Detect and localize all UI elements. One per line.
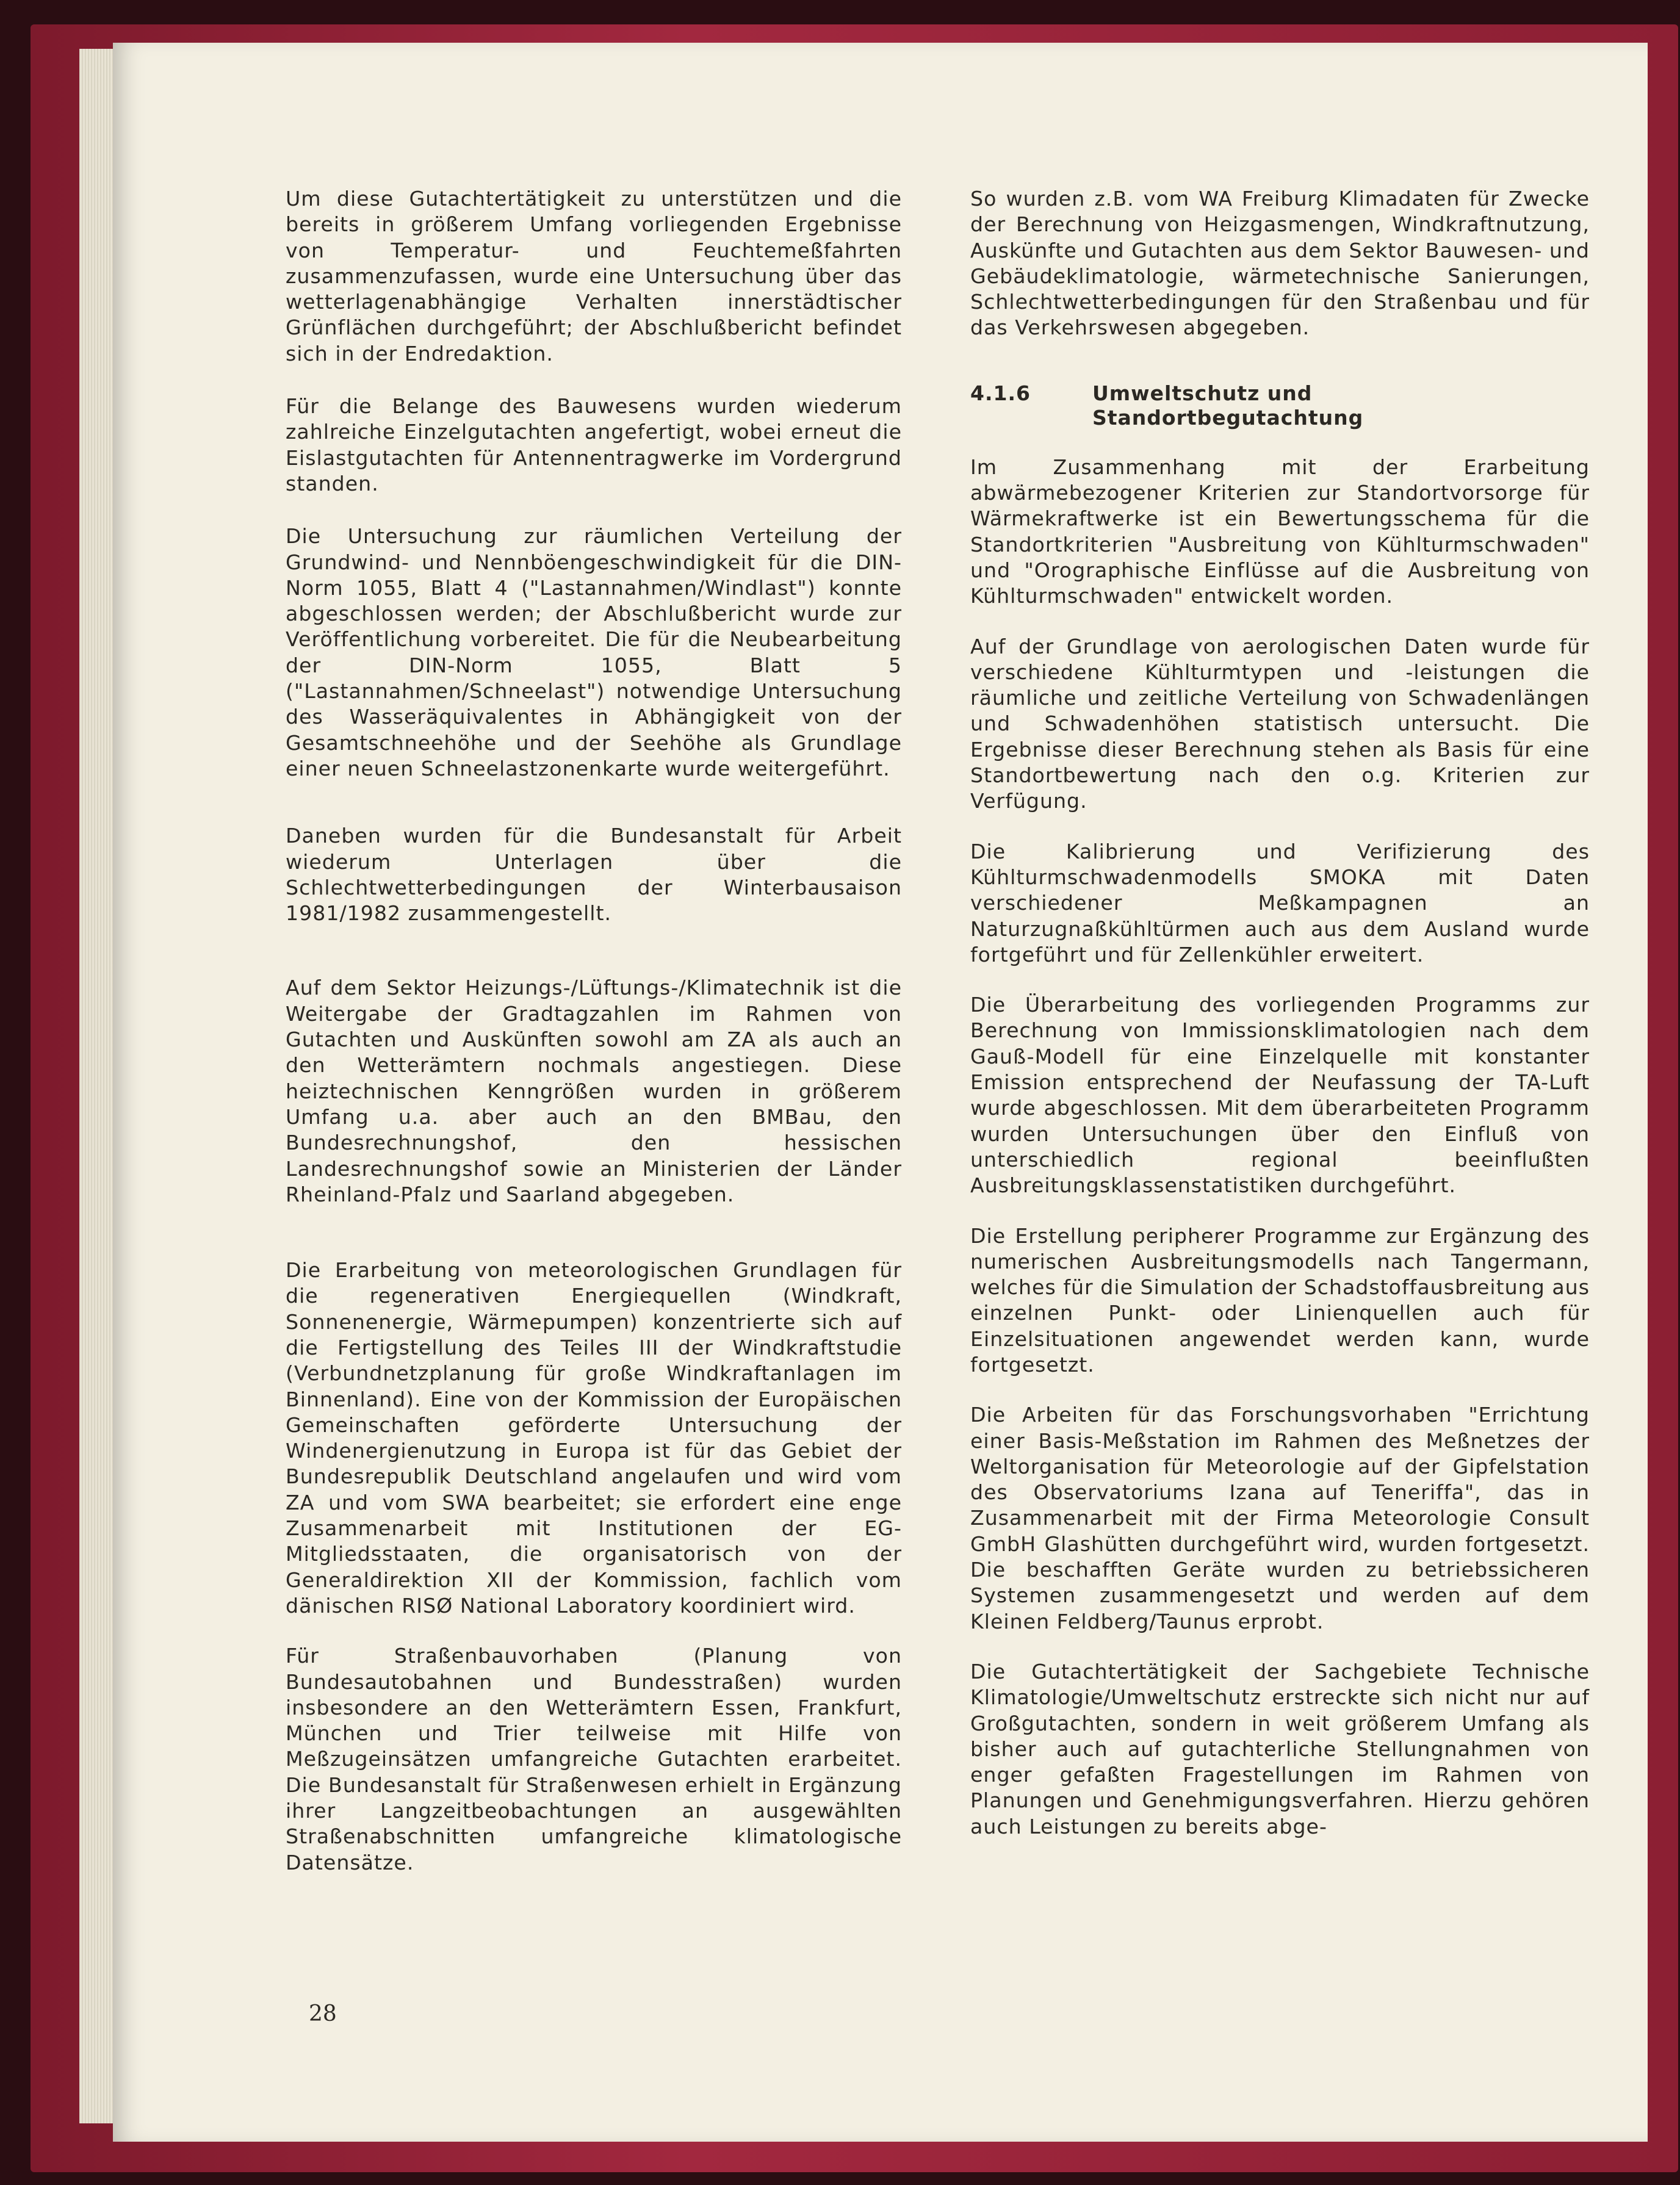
paragraph: Die Erstellung peripherer Programme zur Ergänzung des numerischen Ausbreitungsmodells nach Tangermann, welches für die Simulation der Schadstoffausbreitung aus einzelnen Punkt- oder Linienquellen auch für Einzelsituationen angewendet werden kann, wurde fortgesetzt. xyxy=(970,1223,1590,1377)
paragraph: So wurden z.B. vom WA Freiburg Klimadaten für Zwecke der Berechnung von Heizgasmengen, Windkraftnutzung, Auskünfte und Gutachten aus dem Sektor Bauwesen- und Gebäudeklimatologie, wärmetechnische Sanierungen, Schlechtwetterbedingungen für den Straßenbau und für das Verkehrswesen abgegeben. xyxy=(970,187,1590,340)
paragraph: Für die Belange des Bauwesens wurden wiederum zahlreiche Einzelgutachten angefertigt, wobei erneut die Eislastgutachten für Antennentragwerke im Vordergrund standen. xyxy=(286,394,902,495)
paragraph: Die Gutachtertätigkeit der Sachgebiete Technische Klimatologie/Umweltschutz erstreckte sich nicht nur auf Großgutachten, sondern in weit größerem Umfang als bisher auch auf gutachterliche Stellungnahmen von enger gefaßten Fragestellungen im Rahmen von Planungen und Genehmigungsverfahren. Hierzu gehören auch Leistungen zu bereits abge- xyxy=(970,1659,1590,1838)
section-number: 4.1.6 xyxy=(970,381,1031,405)
paragraph: Die Untersuchung zur räumlichen Verteilung der Grundwind- und Nennböengeschwindigkeit für die DIN-Norm 1055, Blatt 4 ("Lastannahmen/Windlast") konnte abgeschlossen werden; der Abschlußbericht wurde zur Veröffentlichung vorbereitet. Die für die Neubearbeitung der DIN-Norm 1055, Blatt 5 ("Lastannahmen/Schneelast") notwendige Untersuchung des Wasseräquivalentes in Abhängigkeit von der Gesamtschneehöhe und der Seehöhe als Grundlage einer neuen Schneelastzonenkarte wurde weitergeführt. xyxy=(286,524,902,780)
page-edges xyxy=(79,49,116,2123)
left-column xyxy=(286,186,902,1876)
right-column xyxy=(970,186,1590,1840)
paragraph: Die Überarbeitung des vorliegenden Programms zur Berechnung von Immissionsklimatologien nach dem Gauß-Modell für eine Einzelquelle mit konstanter Emission entsprechend der Neufassung der TA-Luft wurde abgeschlossen. Mit dem überarbeiteten Programm wurden Untersuchungen über den Einfluß von unterschiedlich regional beeinflußten Ausbreitungsklassenstatistiken durchgeführt. xyxy=(970,993,1590,1198)
section-title: Umweltschutz und xyxy=(1092,381,1313,405)
paragraph: Die Erarbeitung von meteorologischen Grundlagen für die regenerativen Energiequellen (Windkraft, Sonnenenergie, Wärmepumpen) konzentrierte sich auf die Fertigstellung des Teiles III der Windkraftstudie (Verbundnetzplanung für große Windkraftanlagen im Binnenland). Eine von der Kommission der Europäischen Gemeinschaften geförderte Untersuchung der Windenergienutzung in Europa ist für das Gebiet der Bundesrepublik Deutschland angelaufen und wird vom ZA und vom SWA bearbeitet; sie erfordert eine enge Zusammenarbeit mit Institutionen der EG-Mitgliedsstaaten, die organisatorisch von der Generaldirektion XII der Kommission, fachlich vom dänischen RISØ National Laboratory koordiniert wird. xyxy=(286,1258,902,1618)
paragraph: Um diese Gutachtertätigkeit zu unterstützen und die bereits in größerem Umfang vorliegenden Ergebnisse von Temperatur- und Feuchtemeßfahrten zusammenzufassen, wurde eine Untersuchung über das wetterlagenabhängige Verhalten innerstädtischer Grünflächen durchgeführt; der Abschlußbericht befindet sich in der Endredaktion. xyxy=(286,187,902,365)
paragraph: Auf dem Sektor Heizungs-/Lüftungs-/Klimatechnik ist die Weitergabe der Gradtagzahlen im Rahmen von Gutachten und Auskünften sowohl am ZA als auch an den Wetterämtern nochmals angestiegen. Diese heiztechnischen Kenngrößen wurden in größerem Umfang u.a. aber auch an den BMBau, den Bundesrechnungshof, den hessischen Landesrechnungshof sowie an Ministerien der Länder Rheinland-Pfalz und Saarland abgegeben. xyxy=(286,976,902,1206)
page-number: 28 xyxy=(309,2001,337,2026)
paragraph: Für Straßenbauvorhaben (Planung von Bundesautobahnen und Bundesstraßen) wurden insbesondere an den Wetterämtern Essen, Frankfurt, München und Trier teilweise mit Hilfe von Meßzugeinsätzen umfangreiche Gutachten erarbeitet. Die Bundesanstalt für Straßenwesen erhielt in Ergänzung ihrer Langzeitbeobachtungen an ausgewählten Straßenabschnitten umfangreiche klimatologische Datensätze. xyxy=(286,1644,902,1874)
paragraph: Im Zusammenhang mit der Erarbeitung abwärmebezogener Kriterien zur Standortvorsorge für Wärmekraftwerke ist ein Bewertungsschema für die Standortkriterien "Ausbreitung von Kühlturmschwaden" und "Orographische Einflüsse auf die Ausbreitung von Kühlturmschwaden" entwickelt worden. xyxy=(970,455,1590,608)
section-heading xyxy=(970,381,1590,430)
paragraph: Daneben wurden für die Bundesanstalt für Arbeit wiederum Unterlagen über die Schlechtwetterbedingungen der Winterbausaison 1981/1982 zusammengestellt. xyxy=(286,824,902,926)
paragraph: Die Arbeiten für das Forschungsvorhaben "Errichtung einer Basis-Meßstation im Rahmen des Meßnetzes der Weltorganisation für Meteorologie auf der Gipfelstation des Observatoriums Izana auf Teneriffa", das in Zusammenarbeit mit der Firma Meteorologie Consult GmbH Glashütten durchgeführt wird, wurden fortgesetzt. Die beschafften Geräte wurden zu betriebssicheren Systemen zusammengesetzt und werden auf dem Kleinen Feldberg/Taunus erprobt. xyxy=(970,1403,1590,1633)
section-title: Standortbegutachtung xyxy=(1092,405,1364,430)
paragraph: Auf der Grundlage von aerologischen Daten wurde für verschiedene Kühlturmtypen und -leistungen die räumliche und zeitliche Verteilung von Schwadenlängen und Schwadenhöhen statistisch untersucht. Die Ergebnisse dieser Berechnung stehen als Basis für eine Standortbewertung nach den o.g. Kriterien zur Verfügung. xyxy=(970,634,1590,813)
paragraph: Die Kalibrierung und Verifizierung des Kühlturmschwadenmodells SMOKA mit Daten verschiedener Meßkampagnen an Naturzugnaßkühltürmen auch aus dem Ausland wurde fortgeführt und für Zellenkühler erweitert. xyxy=(970,839,1590,967)
